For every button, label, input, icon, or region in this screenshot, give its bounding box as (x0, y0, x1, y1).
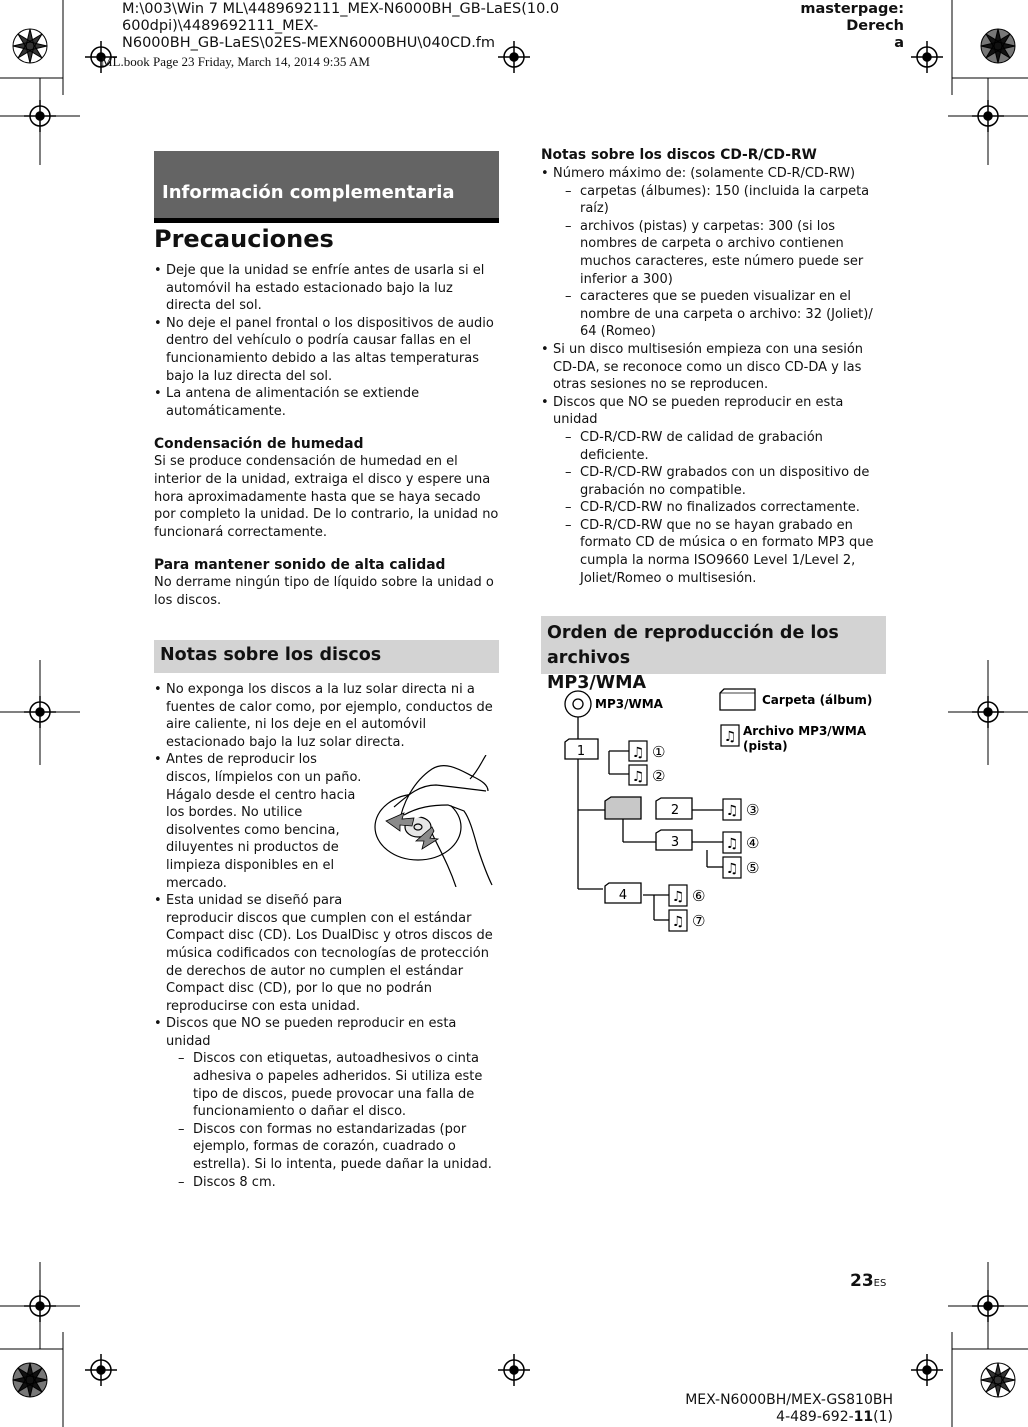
disc-notes-list (154, 681, 499, 1191)
precautions-list (154, 262, 499, 420)
cleaning-line: mercado. (166, 875, 227, 891)
disc-icon (565, 691, 591, 717)
folder-legend-icon (720, 689, 755, 710)
track-number-7: ⑦ (692, 912, 706, 930)
max-number-text: • Número máximo de: (solamente CD-R/CD-RW) (553, 166, 856, 181)
page-number (850, 1271, 886, 1291)
unplayable-cdr-list (553, 429, 886, 587)
cleaning-line: los bordes. No utilice (166, 805, 303, 821)
model-info (600, 1392, 893, 1426)
folder-label-4: 4 (618, 888, 628, 903)
track-number-2: ② (652, 767, 666, 785)
note-glyph: ♫ (631, 745, 645, 761)
sub-list-item: – Discos 8 cm. (166, 1174, 499, 1192)
sub-list-item: – CD-R/CD-RW grabados con un dispositivo de grabación no compatible. (553, 464, 886, 499)
cdr-notes-heading: Notas sobre los discos CD-R/CD-RW (541, 147, 817, 163)
note-glyph: ♫ (723, 729, 737, 745)
sound-quality-text: No derrame ningún tipo de líquido sobre la unidad o los discos. (154, 575, 494, 608)
cleaning-line: Hágalo desde el centro hacia (166, 787, 356, 803)
sub-list-item: – caracteres que se pueden visualizar en el nombre de una carpeta o archivo: 32 (Joliet)/ 64 (Romeo) (553, 288, 886, 341)
masterpage-line1: masterpage: Derech (800, 1, 904, 34)
note-glyph: ♫ (671, 889, 685, 905)
folder-label-1: 1 (576, 744, 586, 759)
compact-disc-first-line: • Esta unidad se diseñó para (166, 893, 343, 909)
list-item (154, 1015, 499, 1191)
sound-quality-heading: Para mantener sonido de alta calidad (154, 557, 446, 574)
disc-notes-section (154, 681, 499, 1191)
page-title: Precauciones (154, 225, 334, 253)
model-name: MEX-N6000BH/MEX-GS810BH (685, 1392, 893, 1408)
model-code-bold: 11 (853, 1409, 874, 1425)
track-number-6: ⑥ (692, 887, 706, 905)
list-item: • La antena de alimentación se extiende automáticamente. (154, 385, 499, 420)
model-code-prefix: 4-489-692- (776, 1409, 854, 1425)
list-item (541, 394, 886, 588)
cleaning-line: • Antes de reproducir los (166, 752, 317, 768)
list-item: • Si un disco multisesión empieza con una sesión CD-DA, se reconoce como un disco CD-DA y las otras sesiones no se reproducen. (541, 341, 886, 394)
model-code-suffix: (1) (873, 1409, 893, 1425)
cleaning-line: discos, límpielos con un paño. (166, 769, 362, 785)
sub-list-item: – archivos (pistas) y carpetas: 300 (si los nombres de carpeta o archivo contienen muchos caracteres, este número puede ser inferior a 300) (553, 218, 886, 288)
file-path-line2: N6000BH_GB-LaES\02ES-MEXN6000BHU\040CD.fm (122, 35, 496, 51)
cdr-notes-list (541, 165, 886, 587)
cleaning-line: diluyentes ni productos de (166, 840, 339, 856)
track-number-3: ③ (746, 801, 760, 819)
page-number-suffix: ES (873, 1278, 887, 1289)
condensation-heading: Condensación de humedad (154, 436, 364, 453)
list-item: • No exponga los discos a la luz solar directa ni a fuentes de calor como, por ejemplo, conductos de aire caliente, ni los deje en el automóvil estacionado bajo la luz solar directa. (154, 681, 499, 751)
masterpage-line2: a (894, 35, 904, 51)
playback-order-title-line2: MP3/WMA (547, 673, 647, 693)
list-item: • No deje el panel frontal o los dispositivos de audio dentro del vehículo o podría causar fallas en el funcionamiento debido a las altas temperaturas bajo la luz directa del sol. (154, 315, 499, 385)
playback-order-banner (541, 616, 886, 693)
book-info: ML.book Page 23 Friday, March 14, 2014 9:35 AM (101, 54, 370, 69)
note-glyph: ♫ (725, 861, 739, 877)
unplayable-discs-list (166, 1050, 499, 1191)
playback-order-title-line1: Orden de reproducción de los archivos (547, 623, 839, 668)
note-glyph: ♫ (631, 769, 645, 785)
list-item (154, 892, 499, 1015)
root-label: MP3/WMA (595, 697, 663, 711)
sub-list-item: – CD-R/CD-RW que no se hayan grabado en formato CD de música o en formato MP3 que cumpla la norma ISO9660 Level 1/Level 2, Joliet/Romeo o multisesión. (553, 517, 886, 587)
masterpage-label (758, 1, 904, 52)
banner-rule (154, 218, 499, 223)
list-item (154, 751, 499, 892)
sub-list-item: – Discos con etiquetas, autoadhesivos o cinta adhesiva o papeles adheridos. Si utiliza este tipo de discos, puede provocar una falla de funcionamiento o dañar el disco. (166, 1050, 499, 1120)
page-number-value: 23 (850, 1271, 874, 1291)
cleaning-line: disolventes como bencina, (166, 822, 340, 838)
cdr-notes-section (541, 146, 886, 587)
model-code (600, 1409, 893, 1426)
track-number-1: ① (652, 743, 666, 761)
sub-list-item: – carpetas (álbumes): 150 (incluida la carpeta raíz) (553, 183, 886, 218)
folder-label-3: 3 (670, 835, 680, 850)
max-number-list (553, 183, 886, 341)
unplayable-cdr-text: • Discos que NO se pueden reproducir en esta unidad (553, 394, 844, 428)
folder-icon-empty (605, 797, 641, 819)
sub-list-item: – Discos con formas no estandarizadas (por ejemplo, formas de corazón, cuadrado o estrella). Si lo intenta, puede dañar la unidad. (166, 1121, 499, 1174)
note-glyph: ♫ (725, 803, 739, 819)
file-path-line1: M:\003\Win 7 ML\4489692111_MEX-N6000BH_GB-LaES(10.0 600dpi)\4489692111_MEX- (122, 1, 560, 34)
track-number-5: ⑤ (746, 859, 760, 877)
unplayable-discs-text: • Discos que NO se pueden reproducir en esta unidad (166, 1016, 457, 1049)
file-path (122, 1, 722, 52)
legend-file-label-line2: (pista) (743, 739, 788, 753)
sub-list-item: – CD-R/CD-RW no finalizados correctamente. (553, 499, 886, 517)
note-glyph: ♫ (671, 914, 685, 930)
precautions-section (154, 262, 499, 610)
list-item: • Deje que la unidad se enfríe antes de usarla si el automóvil ha estado estacionado bajo la luz directa del sol. (154, 262, 499, 315)
cleaning-line: limpieza disponibles en el (166, 857, 335, 873)
sub-list-item: – CD-R/CD-RW de calidad de grabación deficiente. (553, 429, 886, 464)
compact-disc-text: reproducir discos que cumplen con el estándar Compact disc (CD). Los DualDisc y otros discos de música codificados con tecnologías de protección de derechos de autor no cumplen el estándar Compact disc (CD), por lo que no podrán reproducirse con esta unidad. (166, 910, 493, 1014)
folder-label-2: 2 (670, 803, 680, 818)
section-banner: Información complementaria (154, 151, 499, 218)
track-number-4: ④ (746, 834, 760, 852)
playback-order-diagram (541, 680, 886, 940)
condensation-text: Si se produce condensación de humedad en el interior de la unidad, extraiga el disco y espere una hora aproximadamente hasta que se haya secado por completo la unidad. De lo contrario, la unidad no funcionará correctamente. (154, 454, 499, 540)
list-item (541, 165, 886, 341)
disc-notes-banner: Notas sobre los discos (154, 640, 499, 673)
legend-file-label-line1: Archivo MP3/WMA (743, 724, 867, 738)
legend-folder-label: Carpeta (álbum) (762, 693, 873, 707)
note-glyph: ♫ (725, 836, 739, 852)
